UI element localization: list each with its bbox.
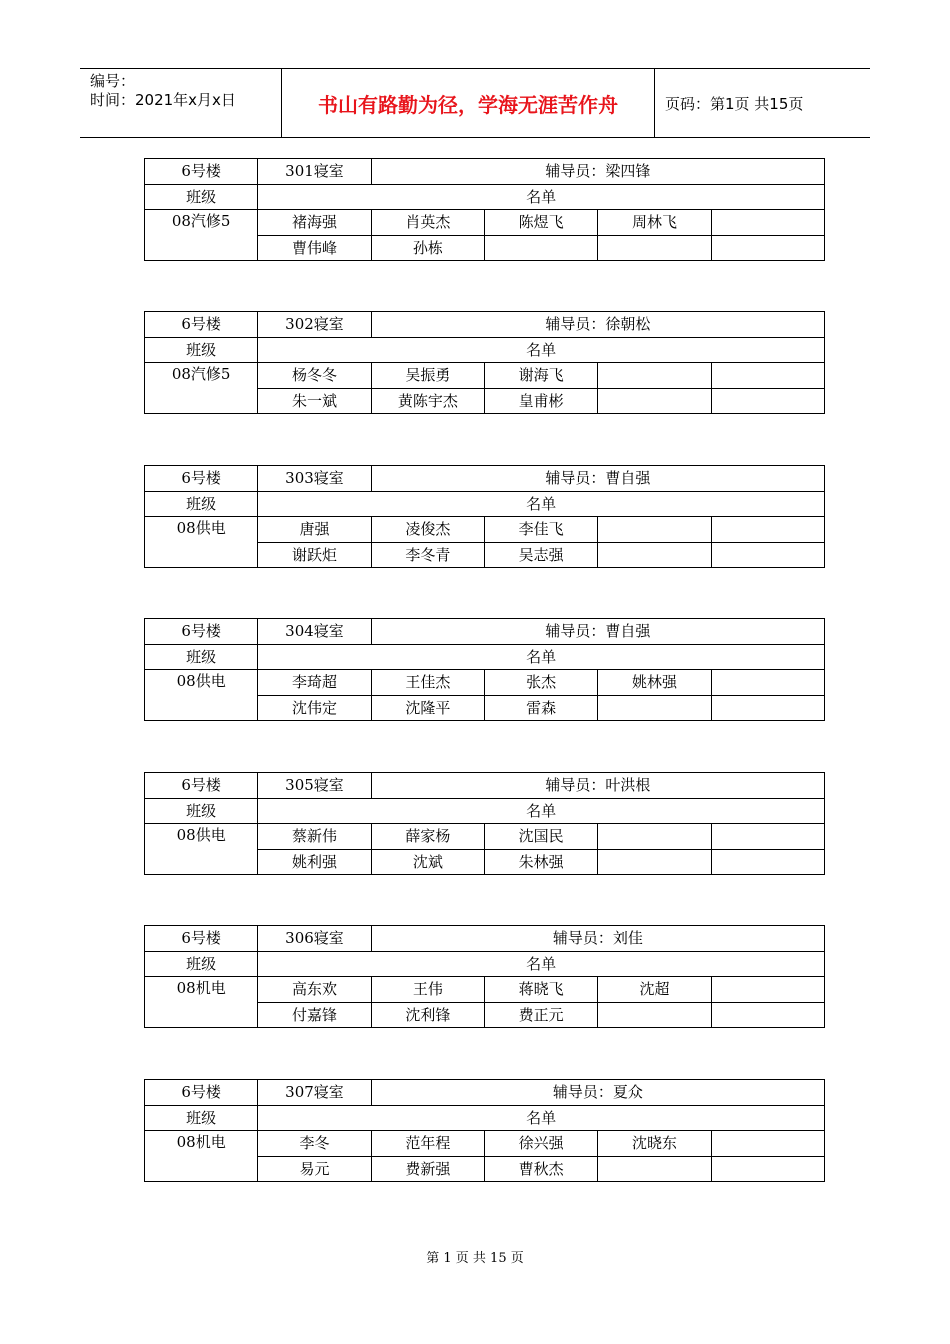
room-cell: 305寝室	[258, 773, 371, 799]
dorm-label-row	[145, 644, 825, 670]
student-name-cell: 徐兴强	[484, 1131, 597, 1157]
student-name-cell: 吴振勇	[371, 363, 484, 389]
room-cell: 307寝室	[258, 1080, 371, 1106]
student-name-cell	[711, 670, 824, 696]
student-name-cell	[598, 695, 711, 721]
list-label-cell: 名单	[258, 951, 825, 977]
header-meta-cell	[80, 69, 282, 137]
student-name-cell: 李琦超	[258, 670, 371, 696]
dorm-table	[144, 1079, 825, 1182]
room-cell: 302寝室	[258, 312, 371, 338]
dorm-header-row	[145, 1080, 825, 1106]
student-name-cell	[711, 1131, 824, 1157]
dorm-header-row	[145, 619, 825, 645]
student-name-cell	[711, 1002, 824, 1028]
student-name-cell: 李冬青	[371, 542, 484, 568]
class-label-cell: 班级	[145, 1105, 258, 1131]
student-name-cell	[598, 235, 711, 261]
counselor-cell: 辅导员：叶洪根	[371, 773, 824, 799]
class-name-cell: 08汽修5	[145, 210, 258, 261]
dorm-header-row	[145, 466, 825, 492]
student-name-cell	[711, 235, 824, 261]
student-name-cell: 王佳杰	[371, 670, 484, 696]
student-name-cell: 唐强	[258, 517, 371, 543]
student-name-cell: 易元	[258, 1156, 371, 1182]
class-label-cell: 班级	[145, 951, 258, 977]
student-name-cell	[711, 1156, 824, 1182]
student-name-cell	[711, 977, 824, 1003]
dorm-header-row	[145, 773, 825, 799]
student-name-cell	[711, 388, 824, 414]
student-name-cell: 凌俊杰	[371, 517, 484, 543]
student-name-cell: 费新强	[371, 1156, 484, 1182]
page-info: 页码：第1页 共15页	[665, 94, 804, 113]
student-name-cell	[711, 849, 824, 875]
name-row	[145, 517, 825, 543]
student-name-cell: 周林飞	[598, 210, 711, 236]
student-name-cell: 吴志强	[484, 542, 597, 568]
student-name-cell: 高东欢	[258, 977, 371, 1003]
student-name-cell: 姚林强	[598, 670, 711, 696]
student-name-cell: 谢海飞	[484, 363, 597, 389]
counselor-cell: 辅导员：曹自强	[371, 466, 824, 492]
student-name-cell: 沈国民	[484, 824, 597, 850]
dorm-header-row	[145, 312, 825, 338]
counselor-cell: 辅导员：梁四锋	[371, 159, 824, 185]
student-name-cell: 蒋晓飞	[484, 977, 597, 1003]
student-name-cell: 范年程	[371, 1131, 484, 1157]
class-name-cell: 08供电	[145, 670, 258, 721]
class-name-cell: 08汽修5	[145, 363, 258, 414]
header-page-cell	[655, 69, 870, 137]
room-cell: 303寝室	[258, 466, 371, 492]
student-name-cell: 沈超	[598, 977, 711, 1003]
name-row	[145, 824, 825, 850]
building-cell: 6号楼	[145, 312, 258, 338]
student-name-cell: 沈隆平	[371, 695, 484, 721]
list-label-cell: 名单	[258, 337, 825, 363]
class-label-cell: 班级	[145, 644, 258, 670]
student-name-cell: 蔡新伟	[258, 824, 371, 850]
student-name-cell	[711, 363, 824, 389]
student-name-cell: 肖英杰	[371, 210, 484, 236]
counselor-cell: 辅导员：曹自强	[371, 619, 824, 645]
student-name-cell: 孙栋	[371, 235, 484, 261]
student-name-cell: 费正元	[484, 1002, 597, 1028]
dorm-table	[144, 311, 825, 414]
header-motto-cell	[282, 69, 655, 137]
class-name-cell: 08供电	[145, 824, 258, 875]
room-cell: 301寝室	[258, 159, 371, 185]
dorm-table	[144, 772, 825, 875]
building-cell: 6号楼	[145, 773, 258, 799]
student-name-cell	[598, 363, 711, 389]
list-label-cell: 名单	[258, 1105, 825, 1131]
number-label: 编号：	[90, 72, 136, 90]
page-footer: 第 1 页 共 15 页	[426, 1251, 524, 1266]
dorm-table	[144, 925, 825, 1028]
student-name-cell	[711, 542, 824, 568]
name-row	[145, 210, 825, 236]
building-cell: 6号楼	[145, 619, 258, 645]
name-row	[145, 670, 825, 696]
list-label-cell: 名单	[258, 644, 825, 670]
student-name-cell: 曹秋杰	[484, 1156, 597, 1182]
student-name-cell: 黄陈宇杰	[371, 388, 484, 414]
student-name-cell: 付嘉锋	[258, 1002, 371, 1028]
building-cell: 6号楼	[145, 1080, 258, 1106]
student-name-cell	[598, 542, 711, 568]
name-row	[145, 977, 825, 1003]
dorm-label-row	[145, 491, 825, 517]
name-row	[145, 363, 825, 389]
student-name-cell	[598, 1156, 711, 1182]
dorm-table	[144, 158, 825, 261]
room-cell: 304寝室	[258, 619, 371, 645]
student-name-cell: 雷森	[484, 695, 597, 721]
counselor-cell: 辅导员：夏众	[371, 1080, 824, 1106]
student-name-cell: 李冬	[258, 1131, 371, 1157]
class-label-cell: 班级	[145, 798, 258, 824]
student-name-cell: 曹伟峰	[258, 235, 371, 261]
name-row	[145, 1131, 825, 1157]
list-label-cell: 名单	[258, 798, 825, 824]
dorm-label-row	[145, 337, 825, 363]
student-name-cell: 沈斌	[371, 849, 484, 875]
list-label-cell: 名单	[258, 184, 825, 210]
student-name-cell: 谢跃炬	[258, 542, 371, 568]
student-name-cell: 沈伟定	[258, 695, 371, 721]
student-name-cell: 褚海强	[258, 210, 371, 236]
page-header	[80, 68, 870, 138]
student-name-cell: 朱一斌	[258, 388, 371, 414]
student-name-cell: 杨冬冬	[258, 363, 371, 389]
class-label-cell: 班级	[145, 184, 258, 210]
student-name-cell: 王伟	[371, 977, 484, 1003]
student-name-cell	[711, 210, 824, 236]
building-cell: 6号楼	[145, 466, 258, 492]
student-name-cell	[598, 849, 711, 875]
student-name-cell	[598, 1002, 711, 1028]
student-name-cell	[711, 517, 824, 543]
student-name-cell: 李佳飞	[484, 517, 597, 543]
student-name-cell	[711, 824, 824, 850]
counselor-cell: 辅导员：刘佳	[371, 926, 824, 952]
student-name-cell: 陈煜飞	[484, 210, 597, 236]
room-cell: 306寝室	[258, 926, 371, 952]
student-name-cell: 朱林强	[484, 849, 597, 875]
class-name-cell: 08机电	[145, 1131, 258, 1182]
dorm-header-row	[145, 926, 825, 952]
student-name-cell	[484, 235, 597, 261]
dorm-table	[144, 618, 825, 721]
student-name-cell: 皇甫彬	[484, 388, 597, 414]
student-name-cell: 薛家杨	[371, 824, 484, 850]
student-name-cell: 沈晓东	[598, 1131, 711, 1157]
class-name-cell: 08供电	[145, 517, 258, 568]
dorm-label-row	[145, 951, 825, 977]
student-name-cell	[598, 824, 711, 850]
dorm-label-row	[145, 798, 825, 824]
student-name-cell	[598, 517, 711, 543]
motto: 书山有路勤为径，学海无涯苦作舟	[318, 92, 618, 117]
student-name-cell: 沈利锋	[371, 1002, 484, 1028]
dorm-label-row	[145, 1105, 825, 1131]
student-name-cell	[598, 388, 711, 414]
dorm-label-row	[145, 184, 825, 210]
class-name-cell: 08机电	[145, 977, 258, 1028]
building-cell: 6号楼	[145, 159, 258, 185]
dorm-header-row	[145, 159, 825, 185]
list-label-cell: 名单	[258, 491, 825, 517]
counselor-cell: 辅导员：徐朝松	[371, 312, 824, 338]
class-label-cell: 班级	[145, 491, 258, 517]
student-name-cell: 张杰	[484, 670, 597, 696]
dorm-table	[144, 465, 825, 568]
student-name-cell	[711, 695, 824, 721]
student-name-cell: 姚利强	[258, 849, 371, 875]
class-label-cell: 班级	[145, 337, 258, 363]
time-label: 时间：2021年x月x日	[90, 91, 236, 109]
building-cell: 6号楼	[145, 926, 258, 952]
